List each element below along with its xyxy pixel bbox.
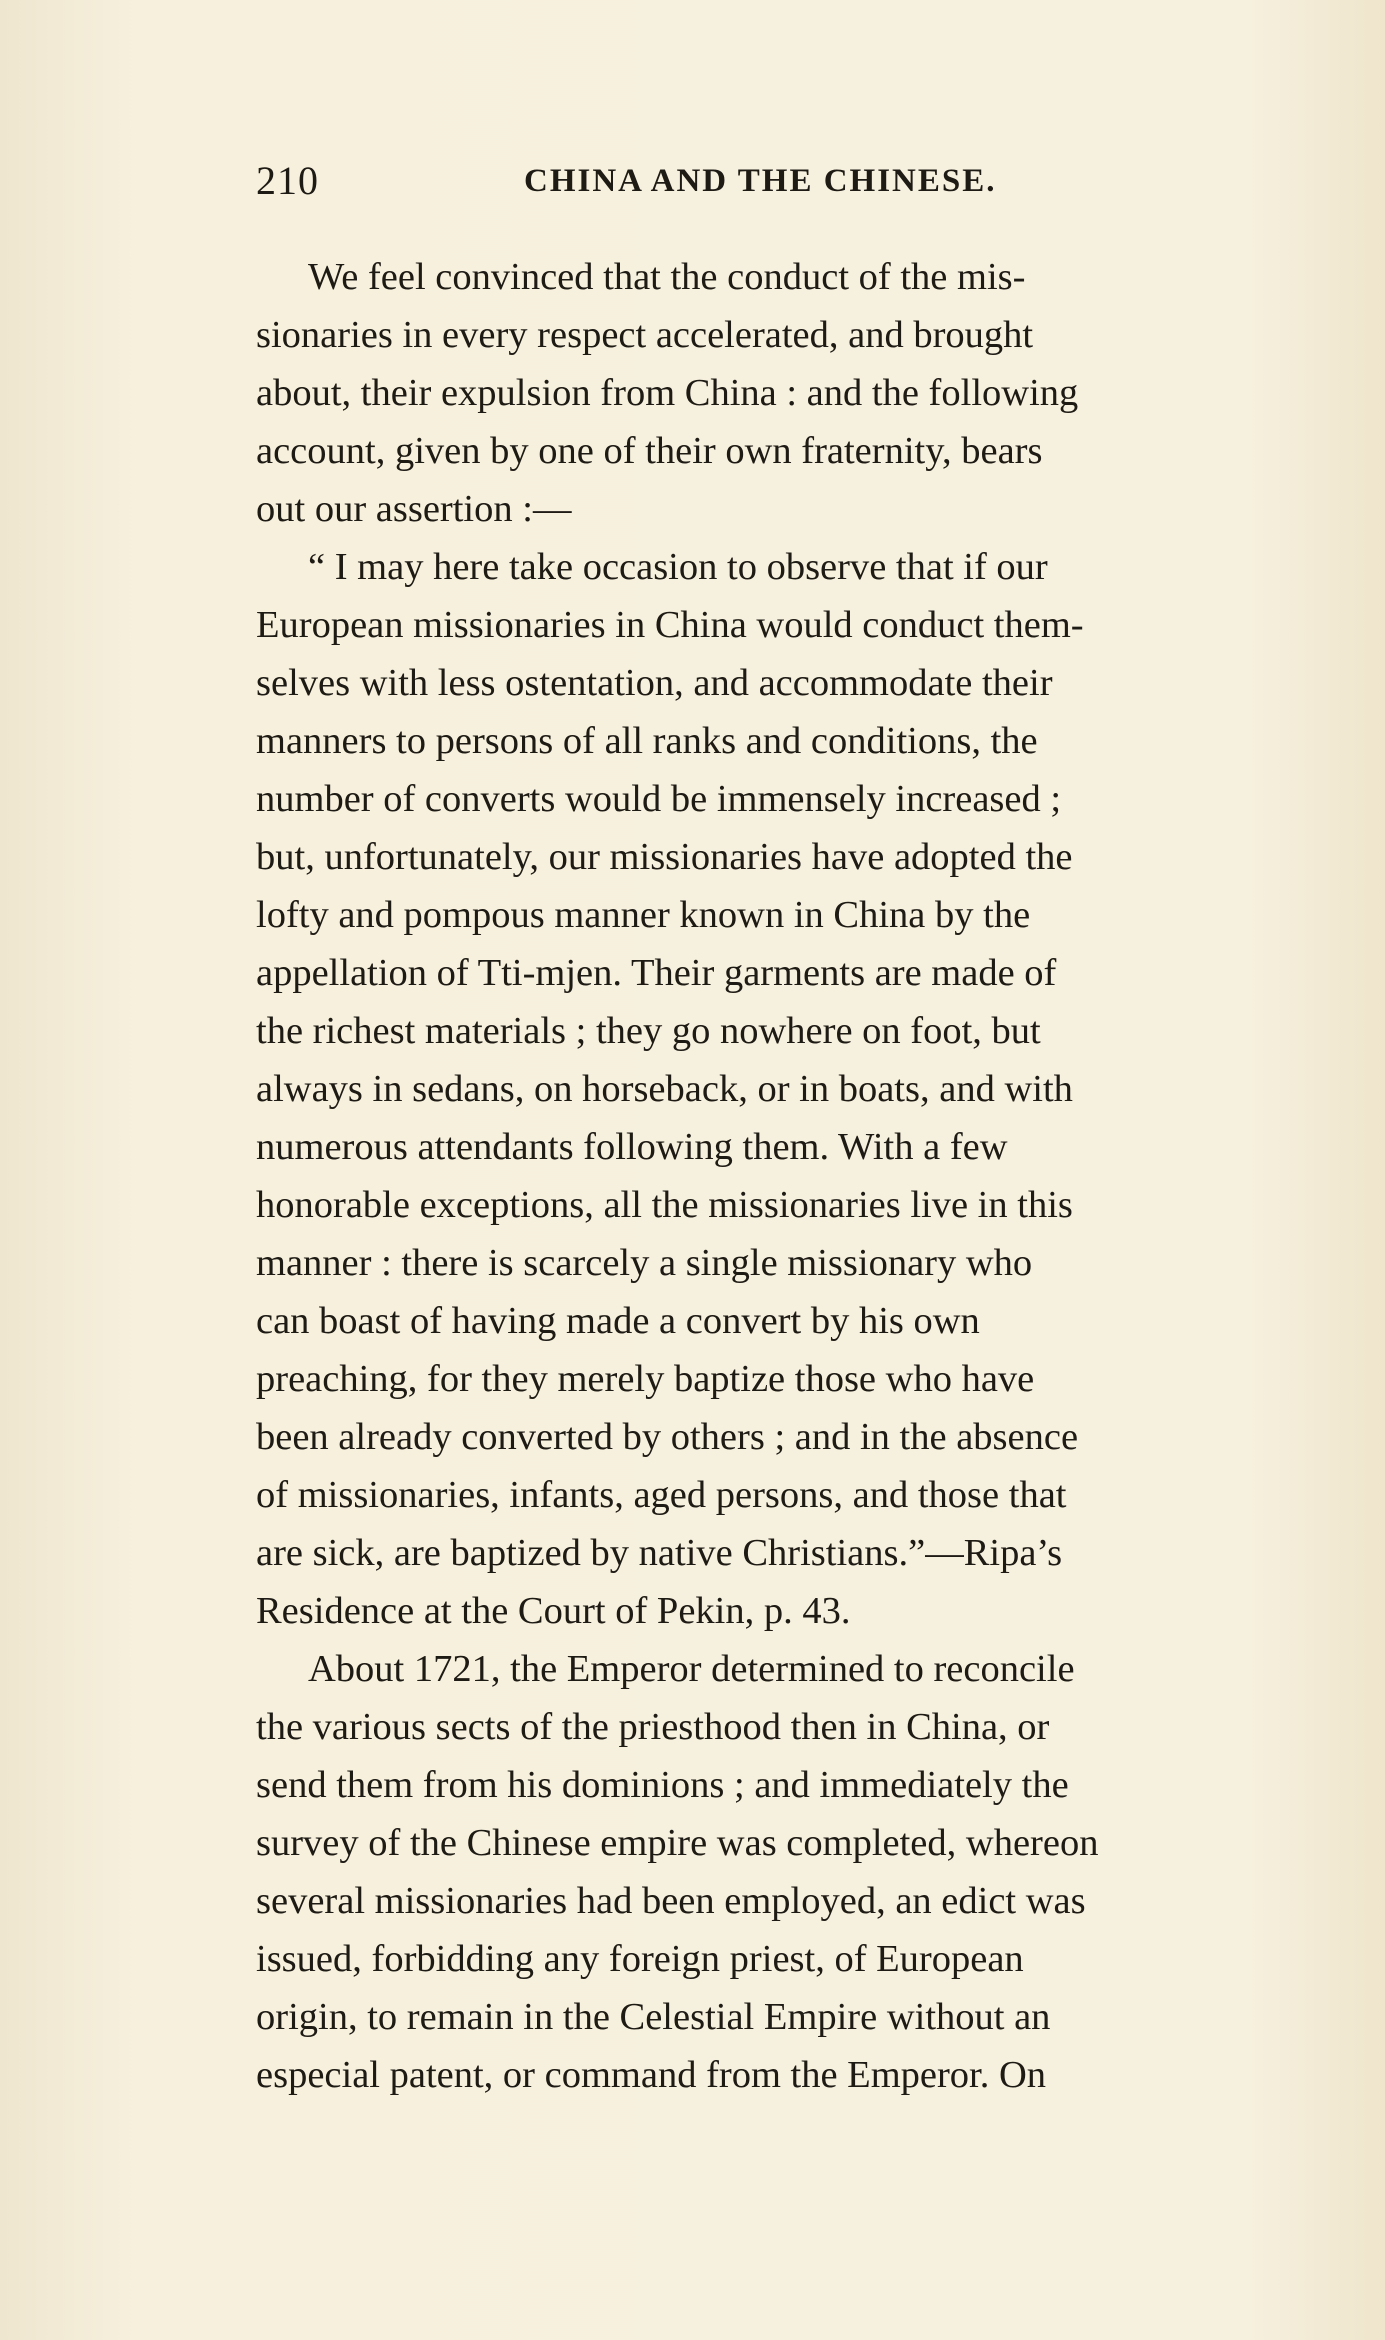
text-line: “ I may here take occasion to observe that if our xyxy=(308,546,1048,588)
text-line: sionaries in every respect accelerated, and brought xyxy=(256,314,1034,356)
text-line: number of converts would be immensely increased ; xyxy=(256,778,1062,820)
text-line: always in sedans, on horseback, or in boats, and with xyxy=(256,1068,1073,1110)
quotation-paragraph xyxy=(256,538,1338,1640)
text-line: several missionaries had been employed, an edict was xyxy=(256,1880,1086,1922)
text-line: out our assertion :— xyxy=(256,488,572,530)
paragraph-3 xyxy=(256,1640,1338,2104)
text-line: been already converted by others ; and in the absence xyxy=(256,1416,1079,1458)
text-line: manners to persons of all ranks and conditions, the xyxy=(256,720,1038,762)
page-header xyxy=(256,157,1076,207)
text-line: survey of the Chinese empire was completed, whereon xyxy=(256,1822,1099,1864)
text-line: About 1721, the Emperor determined to reconcile xyxy=(308,1648,1075,1690)
text-line: European missionaries in China would conduct them- xyxy=(256,604,1084,646)
text-line: numerous attendants following them. With a few xyxy=(256,1126,1008,1168)
text-line: send them from his dominions ; and immediately the xyxy=(256,1764,1069,1806)
text-line: selves with less ostentation, and accommodate their xyxy=(256,662,1053,704)
text-line: issued, forbidding any foreign priest, of European xyxy=(256,1938,1024,1980)
text-line: especial patent, or command from the Emperor. On xyxy=(256,2054,1047,2096)
body-text xyxy=(256,248,1338,2104)
text-line: appellation of Tti-mjen. Their garments are made of xyxy=(256,952,1057,994)
text-line: manner : there is scarcely a single missionary who xyxy=(256,1242,1033,1284)
text-line: honorable exceptions, all the missionaries live in this xyxy=(256,1184,1073,1226)
paragraph-1 xyxy=(256,248,1338,538)
text-line: origin, to remain in the Celestial Empire without an xyxy=(256,1996,1051,2038)
text-line: but, unfortunately, our missionaries have adopted the xyxy=(256,836,1073,878)
text-line: of missionaries, infants, aged persons, and those that xyxy=(256,1474,1067,1516)
page-number: 210 xyxy=(256,158,319,203)
text-line: the various sects of the priesthood then in China, or xyxy=(256,1706,1050,1748)
text-line: can boast of having made a convert by his own xyxy=(256,1300,980,1342)
text-line: about, their expulsion from China : and the following xyxy=(256,372,1079,414)
running-title: CHINA AND THE CHINESE. xyxy=(524,163,997,199)
text-line: We feel convinced that the conduct of the mis- xyxy=(308,256,1026,298)
text-line: are sick, are baptized by native Christians.”—Ripa’s xyxy=(256,1532,1063,1574)
text-line: lofty and pompous manner known in China by the xyxy=(256,894,1031,936)
text-line: the richest materials ; they go nowhere on foot, but xyxy=(256,1010,1041,1052)
text-line: preaching, for they merely baptize those who have xyxy=(256,1358,1035,1400)
text-line: Residence at the Court of Pekin, p. 43. xyxy=(256,1590,851,1632)
text-line: account, given by one of their own fraternity, bears xyxy=(256,430,1043,472)
